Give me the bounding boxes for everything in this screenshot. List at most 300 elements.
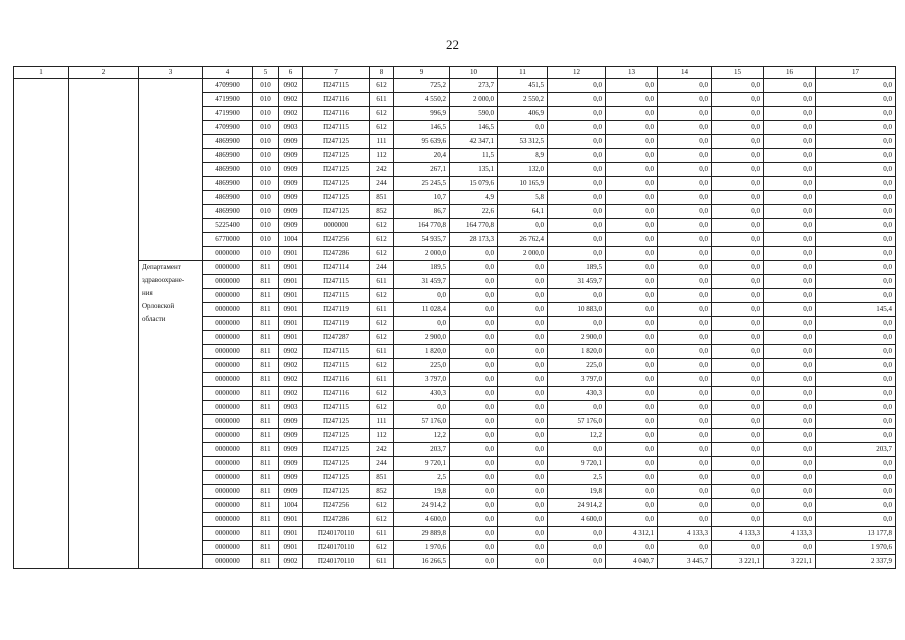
cell-col-15: 0,0 [712, 191, 764, 205]
cell-col-15: 0,0 [712, 471, 764, 485]
cell-col-4: 0000000 [203, 499, 253, 513]
department-label [139, 261, 203, 569]
cell-col-15: 0,0 [712, 485, 764, 499]
cell-col-16: 4 133,3 [764, 527, 816, 541]
cell-col-15: 0,0 [712, 359, 764, 373]
cell-col-16: 0,0 [764, 261, 816, 275]
cell-col-14: 0,0 [658, 79, 712, 93]
cell-col-7: П247116 [303, 93, 370, 107]
cell-col-16: 0,0 [764, 177, 816, 191]
cell-col-12: 12,2 [548, 429, 606, 443]
cell-col-16: 0,0 [764, 499, 816, 513]
column-header-13: 13 [606, 67, 658, 79]
cell-col-17: 0,0 [816, 499, 896, 513]
cell-col-5: 811 [253, 415, 279, 429]
cell-col-5: 811 [253, 513, 279, 527]
cell-col-7: П247125 [303, 457, 370, 471]
cell-col-7: П247125 [303, 191, 370, 205]
cell-col-5: 811 [253, 373, 279, 387]
cell-col-5: 811 [253, 555, 279, 569]
cell-col-12: 19,8 [548, 485, 606, 499]
cell-col-12: 24 914,2 [548, 499, 606, 513]
cell-col-10: 273,7 [450, 79, 498, 93]
cell-col-6: 0901 [279, 317, 303, 331]
column-header-12: 12 [548, 67, 606, 79]
cell-col-11: 0,0 [498, 443, 548, 457]
cell-col-4: 0000000 [203, 471, 253, 485]
cell-col-15: 0,0 [712, 149, 764, 163]
cell-col-15: 0,0 [712, 79, 764, 93]
budget-table [13, 66, 896, 569]
cell-col-8: 611 [370, 555, 394, 569]
cell-col-9: 11 028,4 [394, 303, 450, 317]
cell-col-5: 010 [253, 191, 279, 205]
col-1-cell [14, 79, 69, 569]
cell-col-14: 0,0 [658, 471, 712, 485]
cell-col-17: 0,0 [816, 289, 896, 303]
cell-col-16: 0,0 [764, 275, 816, 289]
header-row [14, 67, 896, 79]
cell-col-6: 0909 [279, 429, 303, 443]
cell-col-8: 612 [370, 247, 394, 261]
cell-col-16: 0,0 [764, 541, 816, 555]
cell-col-11: 5,8 [498, 191, 548, 205]
cell-col-5: 811 [253, 261, 279, 275]
cell-col-10: 0,0 [450, 303, 498, 317]
cell-col-14: 0,0 [658, 163, 712, 177]
cell-col-4: 0000000 [203, 289, 253, 303]
cell-col-12: 0,0 [548, 191, 606, 205]
cell-col-14: 0,0 [658, 429, 712, 443]
cell-col-6: 0909 [279, 485, 303, 499]
cell-col-10: 28 173,3 [450, 233, 498, 247]
cell-col-10: 0,0 [450, 527, 498, 541]
cell-col-5: 010 [253, 149, 279, 163]
cell-col-6: 0909 [279, 205, 303, 219]
cell-col-10: 2 000,0 [450, 93, 498, 107]
cell-col-4: 0000000 [203, 373, 253, 387]
cell-col-9: 2 000,0 [394, 247, 450, 261]
cell-col-7: П247125 [303, 471, 370, 485]
cell-col-9: 4 550,2 [394, 93, 450, 107]
cell-col-17: 0,0 [816, 401, 896, 415]
cell-col-13: 0,0 [606, 317, 658, 331]
cell-col-10: 590,0 [450, 107, 498, 121]
cell-col-7: П247125 [303, 205, 370, 219]
cell-col-11: 0,0 [498, 219, 548, 233]
cell-col-6: 0909 [279, 471, 303, 485]
cell-col-16: 0,0 [764, 317, 816, 331]
cell-col-13: 0,0 [606, 331, 658, 345]
cell-col-10: 4,9 [450, 191, 498, 205]
cell-col-9: 146,5 [394, 121, 450, 135]
cell-col-9: 4 600,0 [394, 513, 450, 527]
cell-col-7: П247286 [303, 247, 370, 261]
cell-col-6: 0909 [279, 219, 303, 233]
cell-col-4: 0000000 [203, 275, 253, 289]
cell-col-17: 0,0 [816, 373, 896, 387]
cell-col-17: 0,0 [816, 429, 896, 443]
cell-col-12: 430,3 [548, 387, 606, 401]
cell-col-11: 0,0 [498, 555, 548, 569]
cell-col-16: 0,0 [764, 289, 816, 303]
cell-col-17: 0,0 [816, 163, 896, 177]
cell-col-5: 811 [253, 499, 279, 513]
cell-col-16: 0,0 [764, 401, 816, 415]
cell-col-15: 0,0 [712, 373, 764, 387]
cell-col-11: 0,0 [498, 401, 548, 415]
cell-col-16: 0,0 [764, 79, 816, 93]
cell-col-8: 611 [370, 275, 394, 289]
cell-col-4: 0000000 [203, 555, 253, 569]
cell-col-16: 0,0 [764, 247, 816, 261]
cell-col-7: П247115 [303, 289, 370, 303]
cell-col-15: 0,0 [712, 513, 764, 527]
table-body [14, 79, 896, 569]
cell-col-8: 611 [370, 527, 394, 541]
cell-col-13: 0,0 [606, 373, 658, 387]
cell-col-13: 0,0 [606, 163, 658, 177]
cell-col-8: 612 [370, 317, 394, 331]
cell-col-12: 0,0 [548, 163, 606, 177]
cell-col-4: 0000000 [203, 513, 253, 527]
cell-col-7: П240170110 [303, 541, 370, 555]
cell-col-5: 010 [253, 177, 279, 191]
cell-col-5: 010 [253, 107, 279, 121]
cell-col-16: 0,0 [764, 485, 816, 499]
column-header-9: 9 [394, 67, 450, 79]
cell-col-8: 612 [370, 121, 394, 135]
cell-col-12: 0,0 [548, 247, 606, 261]
cell-col-11: 0,0 [498, 289, 548, 303]
cell-col-6: 0901 [279, 275, 303, 289]
cell-col-6: 0901 [279, 289, 303, 303]
cell-col-6: 0909 [279, 191, 303, 205]
cell-col-6: 0903 [279, 401, 303, 415]
cell-col-11: 132,0 [498, 163, 548, 177]
cell-col-14: 0,0 [658, 359, 712, 373]
cell-col-10: 146,5 [450, 121, 498, 135]
cell-col-8: 244 [370, 261, 394, 275]
cell-col-10: 0,0 [450, 471, 498, 485]
cell-col-5: 010 [253, 205, 279, 219]
cell-col-17: 0,0 [816, 331, 896, 345]
cell-col-17: 0,0 [816, 135, 896, 149]
cell-col-16: 0,0 [764, 457, 816, 471]
cell-col-13: 0,0 [606, 415, 658, 429]
cell-col-4: 0000000 [203, 401, 253, 415]
cell-col-14: 0,0 [658, 247, 712, 261]
cell-col-16: 0,0 [764, 387, 816, 401]
cell-col-12: 0,0 [548, 149, 606, 163]
cell-col-10: 0,0 [450, 457, 498, 471]
cell-col-11: 0,0 [498, 527, 548, 541]
cell-col-16: 0,0 [764, 233, 816, 247]
column-header-6: 6 [279, 67, 303, 79]
cell-col-4: 4869900 [203, 135, 253, 149]
cell-col-6: 0901 [279, 261, 303, 275]
cell-col-13: 0,0 [606, 135, 658, 149]
cell-col-14: 0,0 [658, 513, 712, 527]
cell-col-5: 811 [253, 289, 279, 303]
cell-col-16: 0,0 [764, 513, 816, 527]
cell-col-16: 0,0 [764, 373, 816, 387]
cell-col-4: 4869900 [203, 163, 253, 177]
cell-col-14: 0,0 [658, 135, 712, 149]
cell-col-13: 0,0 [606, 303, 658, 317]
cell-col-12: 3 797,0 [548, 373, 606, 387]
page-number: 22 [446, 37, 459, 52]
cell-col-12: 9 720,1 [548, 457, 606, 471]
cell-col-8: 111 [370, 135, 394, 149]
cell-col-14: 0,0 [658, 233, 712, 247]
cell-col-7: П247115 [303, 359, 370, 373]
cell-col-13: 0,0 [606, 513, 658, 527]
cell-col-16: 3 221,1 [764, 555, 816, 569]
cell-col-16: 0,0 [764, 443, 816, 457]
cell-col-17: 0,0 [816, 107, 896, 121]
cell-col-7: П247256 [303, 233, 370, 247]
cell-col-17: 0,0 [816, 191, 896, 205]
cell-col-9: 24 914,2 [394, 499, 450, 513]
cell-col-12: 1 820,0 [548, 345, 606, 359]
cell-col-7: П247116 [303, 373, 370, 387]
cell-col-13: 0,0 [606, 79, 658, 93]
cell-col-9: 1 970,6 [394, 541, 450, 555]
cell-col-11: 26 762,4 [498, 233, 548, 247]
cell-col-11: 53 312,5 [498, 135, 548, 149]
cell-col-14: 0,0 [658, 373, 712, 387]
cell-col-15: 0,0 [712, 387, 764, 401]
cell-col-10: 0,0 [450, 513, 498, 527]
cell-col-13: 0,0 [606, 429, 658, 443]
department-label-line: ния [142, 289, 153, 297]
cell-col-11: 0,0 [498, 387, 548, 401]
cell-col-13: 0,0 [606, 345, 658, 359]
cell-col-7: П247125 [303, 163, 370, 177]
cell-col-14: 0,0 [658, 331, 712, 345]
cell-col-8: 612 [370, 359, 394, 373]
cell-col-11: 0,0 [498, 499, 548, 513]
cell-col-14: 0,0 [658, 261, 712, 275]
cell-col-16: 0,0 [764, 191, 816, 205]
cell-col-15: 0,0 [712, 93, 764, 107]
cell-col-8: 852 [370, 485, 394, 499]
cell-col-11: 0,0 [498, 471, 548, 485]
cell-col-8: 612 [370, 233, 394, 247]
cell-col-15: 0,0 [712, 429, 764, 443]
cell-col-12: 0,0 [548, 205, 606, 219]
cell-col-15: 0,0 [712, 401, 764, 415]
column-header-3: 3 [139, 67, 203, 79]
cell-col-10: 164 770,8 [450, 219, 498, 233]
cell-col-9: 996,9 [394, 107, 450, 121]
cell-col-7: П247114 [303, 261, 370, 275]
cell-col-13: 0,0 [606, 219, 658, 233]
cell-col-12: 2 900,0 [548, 331, 606, 345]
cell-col-8: 244 [370, 457, 394, 471]
cell-col-9: 1 820,0 [394, 345, 450, 359]
cell-col-10: 0,0 [450, 247, 498, 261]
cell-col-9: 20,4 [394, 149, 450, 163]
cell-col-6: 0901 [279, 331, 303, 345]
cell-col-6: 0902 [279, 359, 303, 373]
cell-col-8: 612 [370, 107, 394, 121]
cell-col-4: 4869900 [203, 177, 253, 191]
cell-col-15: 0,0 [712, 317, 764, 331]
cell-col-13: 0,0 [606, 275, 658, 289]
cell-col-14: 0,0 [658, 289, 712, 303]
cell-col-10: 0,0 [450, 415, 498, 429]
cell-col-7: П247287 [303, 331, 370, 345]
cell-col-16: 0,0 [764, 149, 816, 163]
cell-col-16: 0,0 [764, 471, 816, 485]
cell-col-4: 0000000 [203, 247, 253, 261]
cell-col-5: 811 [253, 317, 279, 331]
cell-col-14: 3 445,7 [658, 555, 712, 569]
cell-col-15: 0,0 [712, 121, 764, 135]
cell-col-13: 4 312,1 [606, 527, 658, 541]
cell-col-5: 811 [253, 527, 279, 541]
cell-col-6: 0902 [279, 555, 303, 569]
cell-col-10: 0,0 [450, 499, 498, 513]
cell-col-8: 242 [370, 163, 394, 177]
cell-col-7: П247125 [303, 177, 370, 191]
cell-col-9: 2 900,0 [394, 331, 450, 345]
cell-col-17: 145,4 [816, 303, 896, 317]
cell-col-10: 0,0 [450, 317, 498, 331]
column-header-14: 14 [658, 67, 712, 79]
cell-col-7: П240170110 [303, 555, 370, 569]
cell-col-6: 0909 [279, 149, 303, 163]
cell-col-5: 010 [253, 93, 279, 107]
cell-col-15: 4 133,3 [712, 527, 764, 541]
cell-col-13: 0,0 [606, 443, 658, 457]
table-row [14, 79, 896, 93]
cell-col-8: 612 [370, 499, 394, 513]
cell-col-5: 010 [253, 135, 279, 149]
cell-col-11: 0,0 [498, 275, 548, 289]
cell-col-13: 0,0 [606, 289, 658, 303]
cell-col-9: 25 245,5 [394, 177, 450, 191]
cell-col-16: 0,0 [764, 331, 816, 345]
cell-col-8: 612 [370, 331, 394, 345]
cell-col-4: 0000000 [203, 345, 253, 359]
cell-col-6: 0903 [279, 121, 303, 135]
cell-col-16: 0,0 [764, 205, 816, 219]
cell-col-15: 0,0 [712, 107, 764, 121]
cell-col-11: 8,9 [498, 149, 548, 163]
cell-col-17: 0,0 [816, 121, 896, 135]
column-header-5: 5 [253, 67, 279, 79]
cell-col-11: 406,9 [498, 107, 548, 121]
cell-col-9: 95 639,6 [394, 135, 450, 149]
cell-col-17: 1 970,6 [816, 541, 896, 555]
cell-col-15: 0,0 [712, 345, 764, 359]
cell-col-13: 4 040,7 [606, 555, 658, 569]
cell-col-14: 0,0 [658, 205, 712, 219]
cell-col-10: 0,0 [450, 373, 498, 387]
cell-col-4: 4719900 [203, 107, 253, 121]
cell-col-7: П240170110 [303, 527, 370, 541]
cell-col-10: 0,0 [450, 387, 498, 401]
cell-col-7: П247116 [303, 107, 370, 121]
cell-col-7: П247115 [303, 121, 370, 135]
cell-col-10: 0,0 [450, 485, 498, 499]
cell-col-9: 9 720,1 [394, 457, 450, 471]
cell-col-12: 189,5 [548, 261, 606, 275]
cell-col-8: 851 [370, 191, 394, 205]
cell-col-6: 0902 [279, 345, 303, 359]
cell-col-7: П247119 [303, 317, 370, 331]
cell-col-14: 0,0 [658, 541, 712, 555]
cell-col-4: 0000000 [203, 457, 253, 471]
cell-col-4: 0000000 [203, 443, 253, 457]
cell-col-8: 612 [370, 79, 394, 93]
cell-col-4: 6770000 [203, 233, 253, 247]
cell-col-10: 42 347,1 [450, 135, 498, 149]
cell-col-15: 0,0 [712, 219, 764, 233]
cell-col-14: 0,0 [658, 191, 712, 205]
cell-col-12: 0,0 [548, 443, 606, 457]
cell-col-4: 0000000 [203, 303, 253, 317]
cell-col-6: 0901 [279, 303, 303, 317]
cell-col-14: 0,0 [658, 121, 712, 135]
cell-col-14: 0,0 [658, 317, 712, 331]
cell-col-11: 0,0 [498, 331, 548, 345]
cell-col-6: 0901 [279, 527, 303, 541]
cell-col-15: 0,0 [712, 163, 764, 177]
cell-col-14: 0,0 [658, 485, 712, 499]
cell-col-17: 0,0 [816, 359, 896, 373]
column-header-2: 2 [69, 67, 139, 79]
cell-col-11: 451,5 [498, 79, 548, 93]
cell-col-7: 0000000 [303, 219, 370, 233]
cell-col-9: 0,0 [394, 401, 450, 415]
cell-col-6: 0909 [279, 135, 303, 149]
cell-col-5: 811 [253, 331, 279, 345]
cell-col-14: 0,0 [658, 401, 712, 415]
cell-col-12: 0,0 [548, 555, 606, 569]
cell-col-13: 0,0 [606, 541, 658, 555]
cell-col-15: 0,0 [712, 415, 764, 429]
cell-col-9: 29 889,8 [394, 527, 450, 541]
column-header-1: 1 [14, 67, 69, 79]
cell-col-8: 111 [370, 415, 394, 429]
cell-col-4: 4869900 [203, 149, 253, 163]
cell-col-9: 54 935,7 [394, 233, 450, 247]
cell-col-16: 0,0 [764, 429, 816, 443]
cell-col-8: 612 [370, 401, 394, 415]
cell-col-5: 010 [253, 79, 279, 93]
cell-col-11: 0,0 [498, 317, 548, 331]
cell-col-12: 225,0 [548, 359, 606, 373]
cell-col-10: 0,0 [450, 443, 498, 457]
cell-col-4: 0000000 [203, 429, 253, 443]
cell-col-6: 0909 [279, 163, 303, 177]
cell-col-6: 1004 [279, 233, 303, 247]
cell-col-6: 0902 [279, 93, 303, 107]
cell-col-11: 0,0 [498, 121, 548, 135]
cell-col-6: 0909 [279, 177, 303, 191]
cell-col-8: 611 [370, 373, 394, 387]
table-row [14, 261, 896, 275]
cell-col-12: 0,0 [548, 289, 606, 303]
cell-col-16: 0,0 [764, 345, 816, 359]
cell-col-17: 0,0 [816, 387, 896, 401]
cell-col-5: 811 [253, 443, 279, 457]
cell-col-12: 0,0 [548, 121, 606, 135]
